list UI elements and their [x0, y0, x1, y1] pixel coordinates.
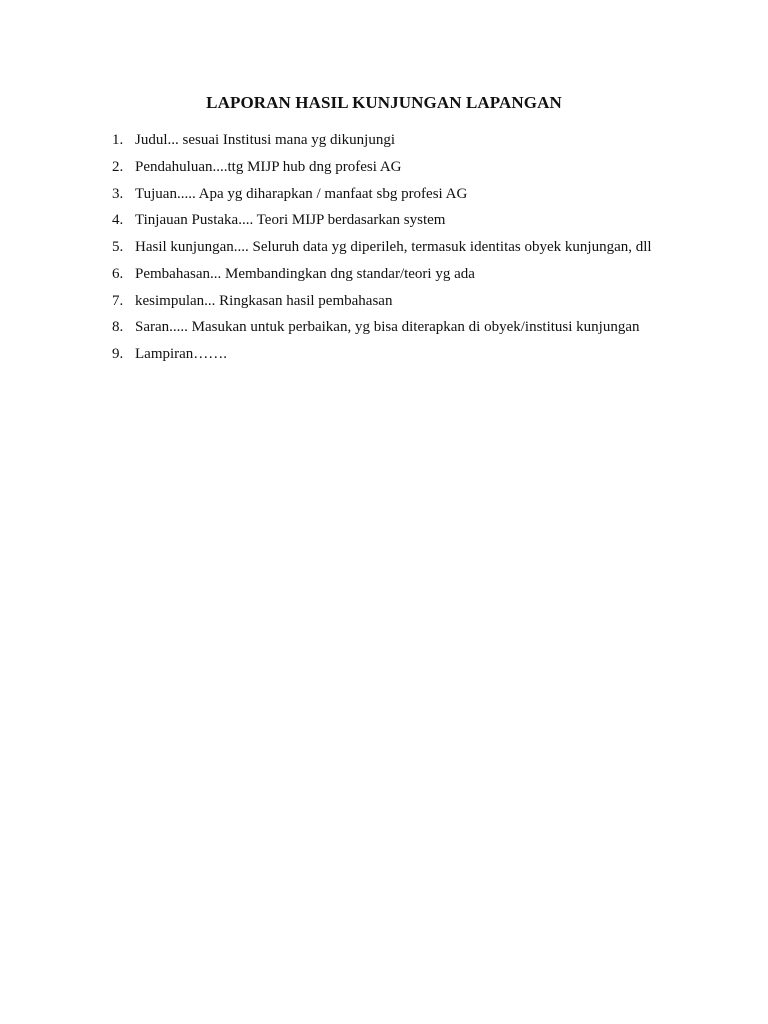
item-text: Pendahuluan....ttg MIJP hub dng profesi AG: [135, 158, 402, 175]
item-number: 2.: [112, 158, 124, 175]
list-item: [112, 343, 732, 370]
item-text: Tinjauan Pustaka.... Teori MIJP berdasarkan system: [135, 212, 446, 229]
item-number: 6.: [112, 265, 124, 282]
item-number: 7.: [112, 292, 124, 309]
list-item: [112, 236, 732, 263]
item-text: Hasil kunjungan.... Seluruh data yg diperileh, termasuk identitas obyek kunjungan, dll: [135, 239, 652, 255]
item-text: Tujuan..... Apa yg diharapkan / manfaat sbg profesi AG: [135, 185, 468, 202]
item-number: 3.: [112, 185, 124, 202]
item-number: 9.: [112, 346, 124, 362]
list-item: [112, 209, 732, 236]
item-text: Lampiran…….: [135, 346, 228, 362]
document-title: LAPORAN HASIL KUNJUNGAN LAPANGAN: [206, 93, 562, 112]
item-text: Judul... sesuai Institusi mana yg dikunjungi: [135, 132, 395, 148]
item-number: 4.: [112, 212, 124, 229]
list-item: [112, 129, 732, 156]
list-item: [112, 183, 732, 210]
list-item: [112, 263, 732, 290]
outline-list: [112, 129, 732, 370]
item-text: Pembahasan... Membandingkan dng standar/teori yg ada: [135, 265, 475, 282]
list-item: [112, 156, 732, 183]
list-item: [112, 290, 732, 317]
item-text: Saran..... Masukan untuk perbaikan, yg bisa diterapkan di obyek/institusi kunjungan: [135, 319, 640, 336]
item-number: 1.: [112, 132, 124, 148]
list-item: [112, 316, 732, 343]
item-number: 8.: [112, 319, 124, 336]
item-number: 5.: [112, 239, 124, 255]
item-text: kesimpulan... Ringkasan hasil pembahasan: [135, 292, 393, 309]
